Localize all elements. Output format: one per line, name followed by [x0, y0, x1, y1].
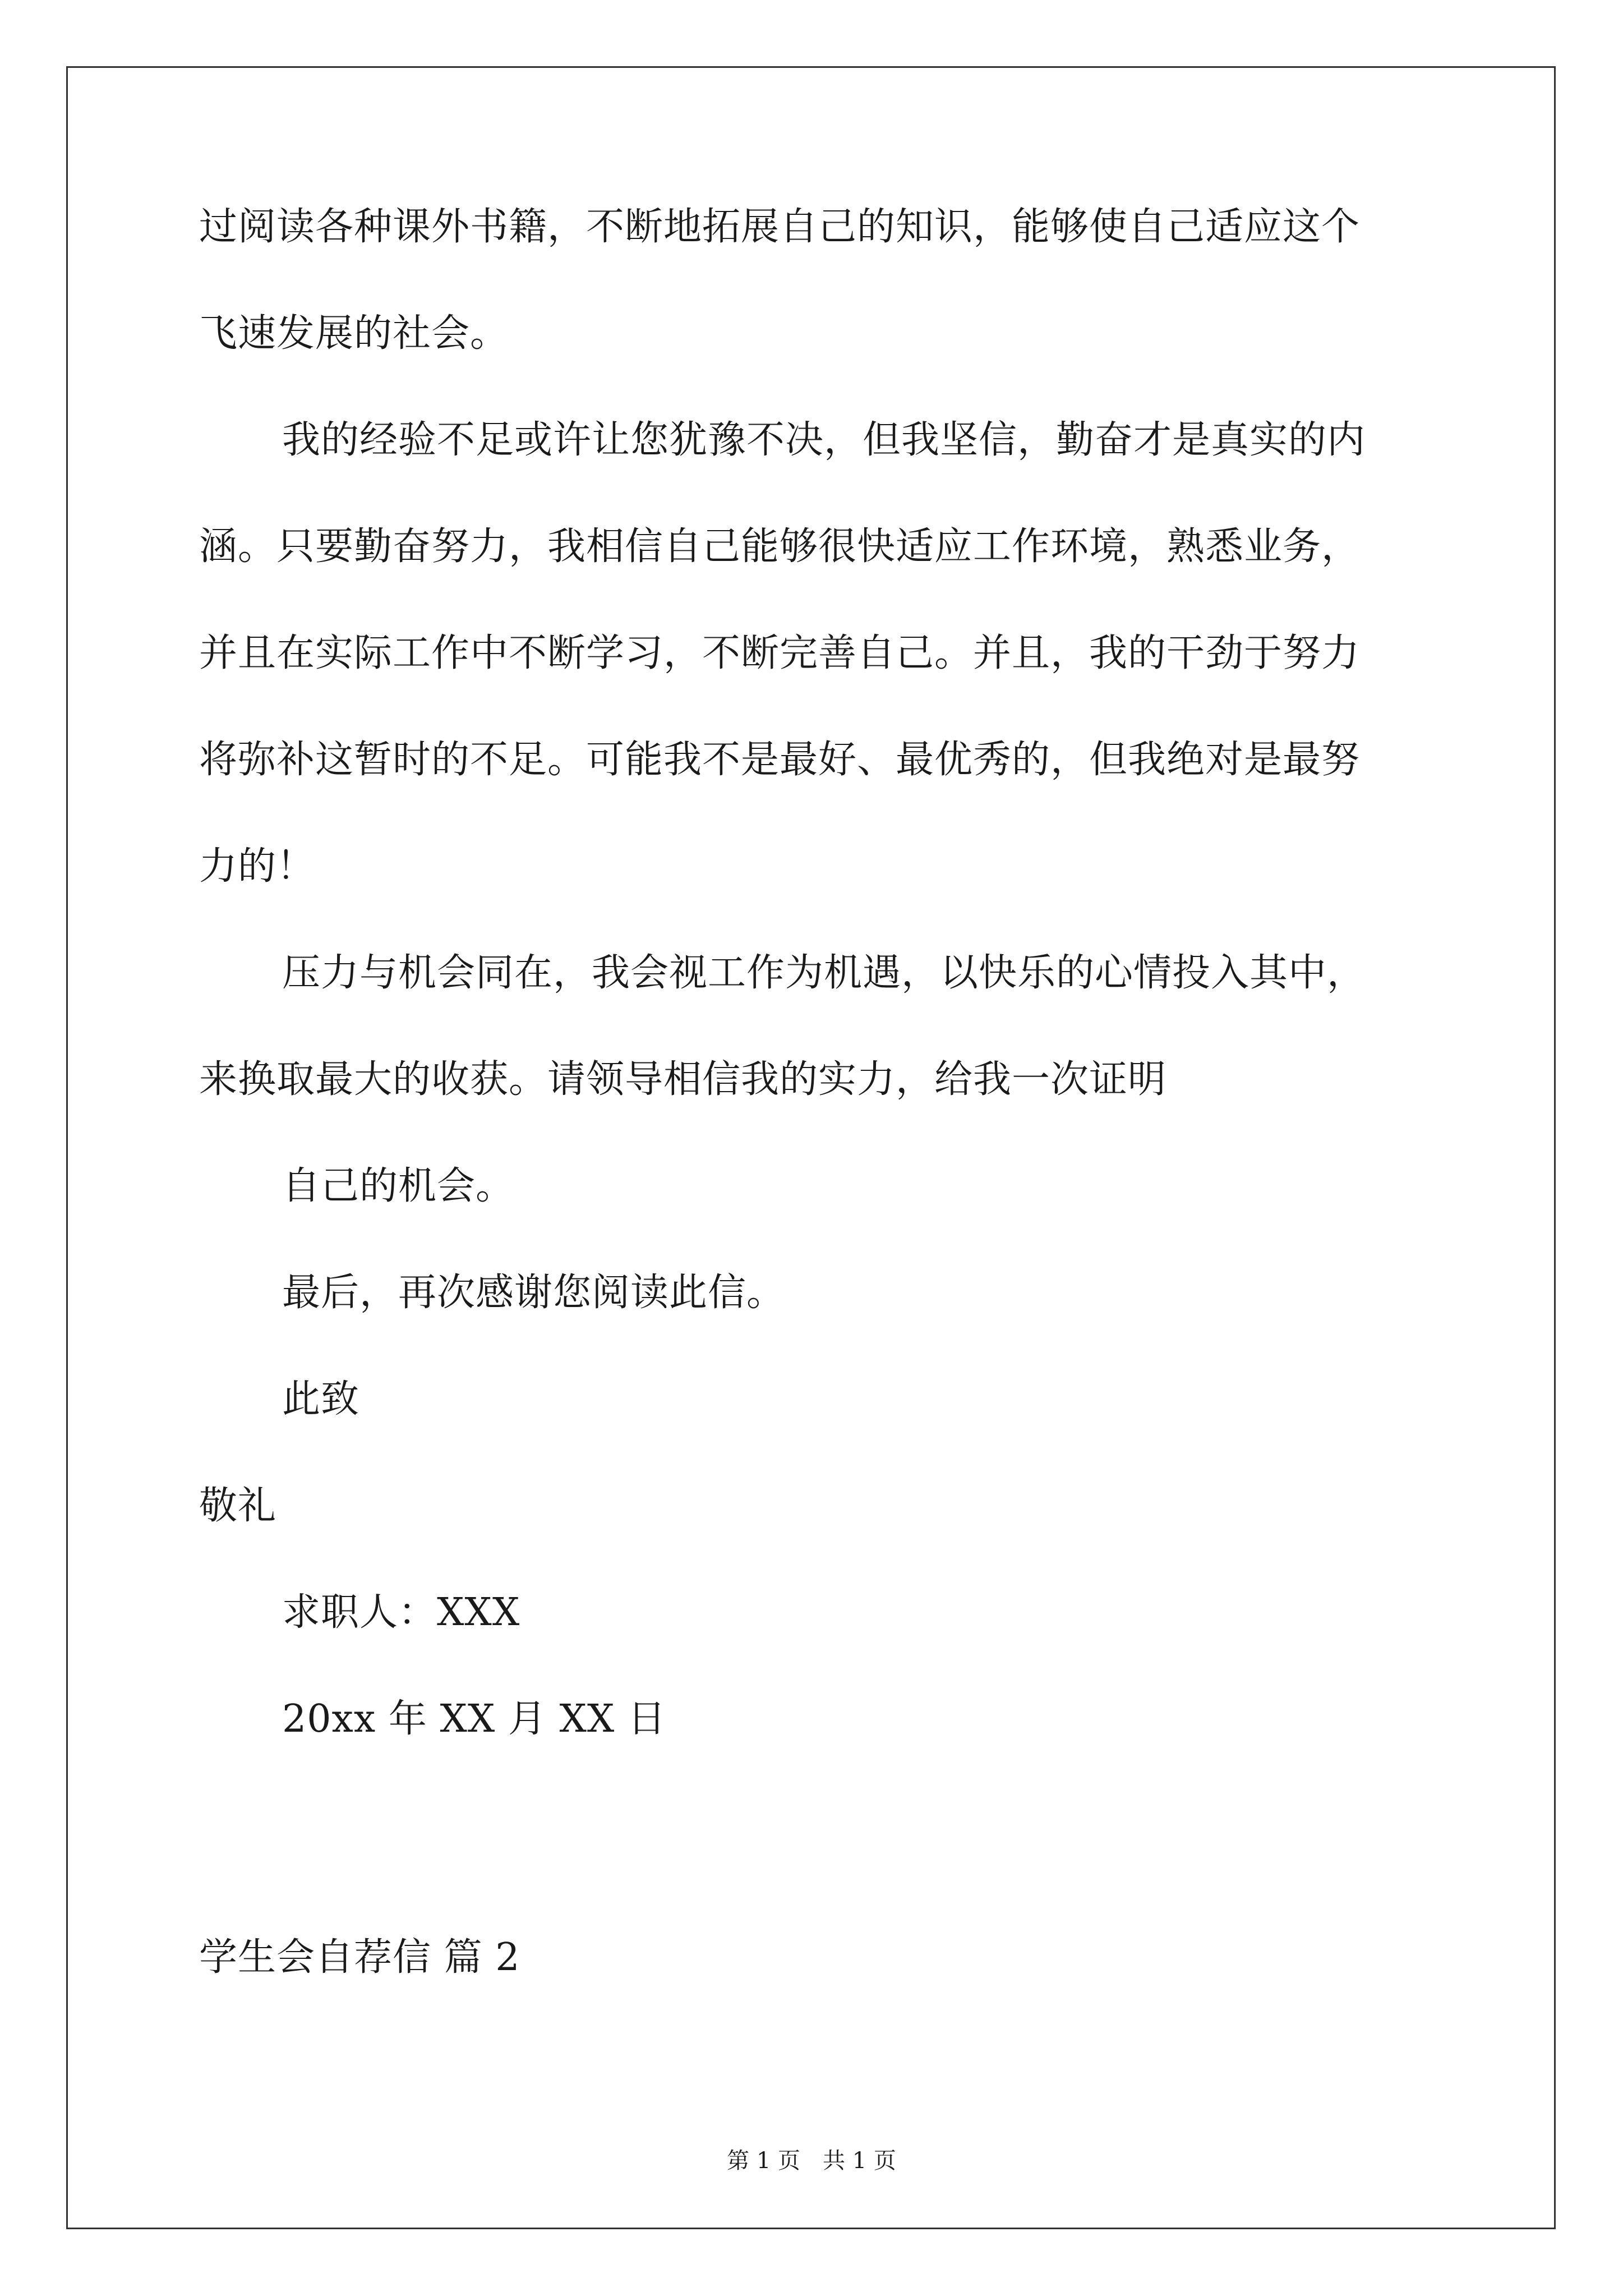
salutation-closing: 此致	[282, 1377, 360, 1421]
text-line: 力的！	[199, 844, 316, 889]
signature-date: 20xx 年 XX 月 XX 日	[282, 1697, 666, 1741]
text-line: 自己的机会。	[282, 1164, 515, 1208]
text-line: 将弥补这暂时的不足。可能我不是最好、最优秀的，但我绝对是最努	[199, 738, 1361, 782]
salutation-regards: 敬礼	[199, 1484, 277, 1528]
closing-thanks: 最后，再次感谢您阅读此信。	[282, 1271, 786, 1315]
signature-name: 求职人：XXX	[282, 1590, 520, 1635]
page-frame	[66, 66, 1556, 2229]
page-footer: 第 1 页 共 1 页	[727, 2148, 896, 2174]
paragraph-start: 压力与机会同在，我会视工作为机遇，以快乐的心情投入其中，	[282, 951, 1366, 995]
text-line: 过阅读各种课外书籍，不断地拓展自己的知识，能够使自己适应这个	[199, 205, 1361, 249]
paragraph-start: 我的经验不足或许让您犹豫不决，但我坚信，勤奋才是真实的内	[282, 418, 1366, 462]
section-heading: 学生会自荐信 篇 2	[199, 1935, 520, 1980]
text-line: 涵。只要勤奋努力，我相信自己能够很快适应工作环境，熟悉业务，	[199, 524, 1361, 569]
text-line: 飞速发展的社会。	[199, 311, 509, 356]
text-line: 并且在实际工作中不断学习，不断完善自己。并且，我的干劲于努力	[199, 631, 1361, 675]
text-line: 来换取最大的收获。请领导相信我的实力，给我一次证明	[199, 1057, 1167, 1102]
